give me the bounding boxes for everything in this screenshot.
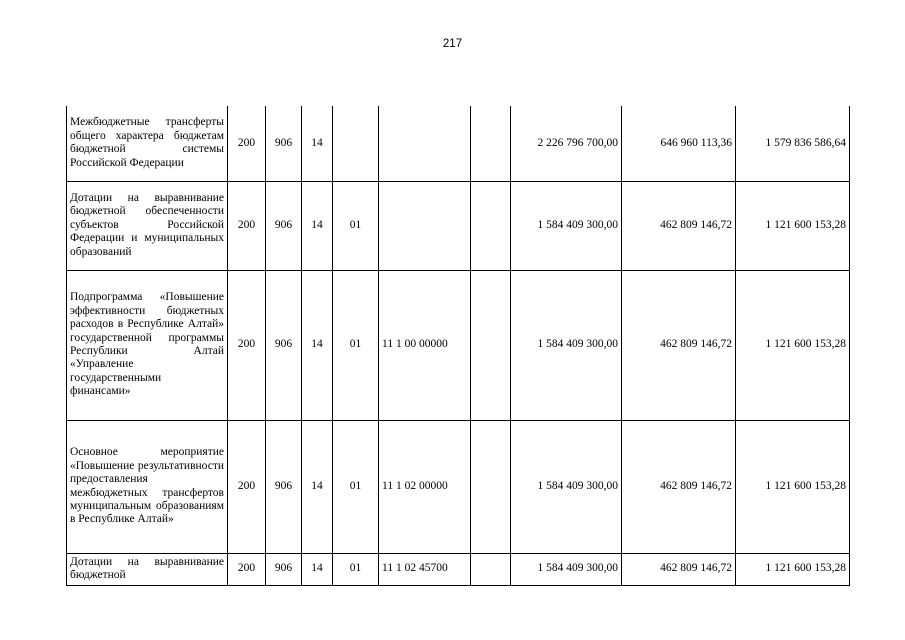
cell-total: 2 226 796 700,00 — [511, 106, 622, 181]
cell-target: 11 1 00 00000 — [379, 270, 471, 420]
cell-remainder: 1 579 836 586,64 — [736, 106, 850, 181]
cell-ministry: 906 — [266, 553, 302, 585]
table-row — [67, 270, 850, 420]
row-name: Дотации на выравнивание бюджетной — [67, 553, 228, 585]
table-row — [67, 420, 850, 553]
cell-total: 1 584 409 300,00 — [511, 553, 622, 585]
cell-ministry: 906 — [266, 270, 302, 420]
cell-code: 200 — [228, 553, 266, 585]
cell-remainder: 1 121 600 153,28 — [736, 181, 850, 270]
cell-section: 14 — [302, 106, 333, 181]
row-name: Основное мероприятие «Повышение результативности предоставления межбюджетных трансфертов муниципальным образованиям в Республике Алтай» — [67, 420, 228, 553]
cell-subsection: 01 — [333, 181, 379, 270]
cell-section: 14 — [302, 420, 333, 553]
cell-code: 200 — [228, 181, 266, 270]
cell-section: 14 — [302, 181, 333, 270]
row-name: Дотации на выравнивание бюджетной обеспеченности субъектов Российской Федерации и муниципальных образований — [67, 181, 228, 270]
cell-target — [379, 181, 471, 270]
cell-executed: 462 809 146,72 — [622, 420, 736, 553]
table-row — [67, 553, 850, 585]
cell-ministry: 906 — [266, 420, 302, 553]
cell-section: 14 — [302, 553, 333, 585]
cell-ministry: 906 — [266, 106, 302, 181]
cell-executed: 462 809 146,72 — [622, 181, 736, 270]
table-row — [67, 181, 850, 270]
cell-total: 1 584 409 300,00 — [511, 270, 622, 420]
cell-type — [471, 106, 511, 181]
cell-subsection — [333, 106, 379, 181]
cell-type — [471, 181, 511, 270]
cell-section: 14 — [302, 270, 333, 420]
cell-remainder: 1 121 600 153,28 — [736, 420, 850, 553]
table-row — [67, 106, 850, 181]
cell-executed: 462 809 146,72 — [622, 553, 736, 585]
cell-executed: 462 809 146,72 — [622, 270, 736, 420]
cell-remainder: 1 121 600 153,28 — [736, 553, 850, 585]
budget-table — [66, 106, 850, 586]
cell-total: 1 584 409 300,00 — [511, 181, 622, 270]
cell-code: 200 — [228, 270, 266, 420]
cell-subsection: 01 — [333, 420, 379, 553]
cell-remainder: 1 121 600 153,28 — [736, 270, 850, 420]
cell-type — [471, 270, 511, 420]
cell-ministry: 906 — [266, 181, 302, 270]
cell-code: 200 — [228, 106, 266, 181]
cell-total: 1 584 409 300,00 — [511, 420, 622, 553]
cell-type — [471, 553, 511, 585]
cell-executed: 646 960 113,36 — [622, 106, 736, 181]
row-name: Подпрограмма «Повышение эффективности бюджетных расходов в Республике Алтай» государственной программы Республики Алтай «Управление государственными финансами» — [67, 270, 228, 420]
cell-subsection: 01 — [333, 553, 379, 585]
row-name: Межбюджетные трансферты общего характера бюджетам бюджетной системы Российской Федерации — [67, 106, 228, 181]
page-number: 217 — [442, 38, 463, 50]
cell-target: 11 1 02 45700 — [379, 553, 471, 585]
cell-code: 200 — [228, 420, 266, 553]
cell-subsection: 01 — [333, 270, 379, 420]
cell-target — [379, 106, 471, 181]
cell-target: 11 1 02 00000 — [379, 420, 471, 553]
cell-type — [471, 420, 511, 553]
